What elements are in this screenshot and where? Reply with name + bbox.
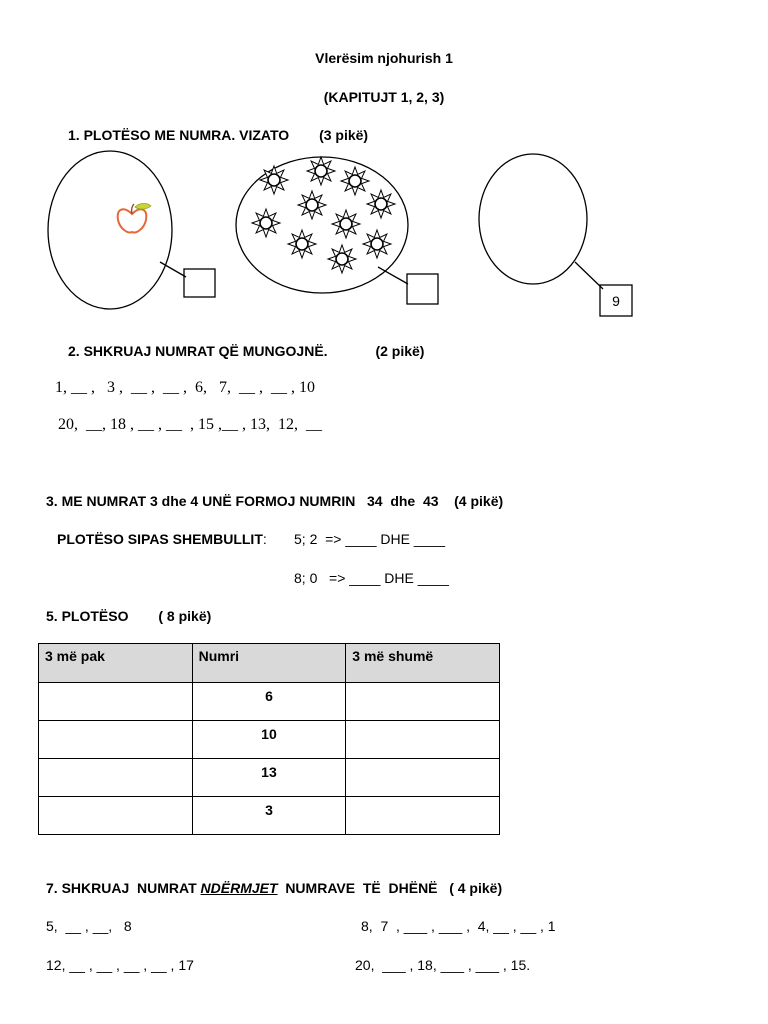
q5-points: ( 8 pikë) [158, 608, 212, 624]
q7-heading-post: NUMRAVE TË DHËNË [277, 880, 438, 896]
q3-points: (4 pikë) [454, 493, 504, 509]
q7-points: ( 4 pikë) [449, 880, 503, 896]
q5-heading [46, 608, 211, 624]
q7-row1-left: 5, __ , __, 8 [46, 918, 132, 934]
q7-row2-right: 20, ___ , 18, ___ , ___ , 15. [355, 957, 531, 973]
page-title: Vlerësim njohurish 1 [315, 50, 453, 66]
cell-less[interactable] [39, 759, 193, 797]
q3-instruction [57, 531, 267, 547]
page-subtitle: (KAPITUJT 1, 2, 3) [323, 89, 445, 105]
q7-row2-left: 12, __ , __ , __ , __ , 17 [46, 957, 194, 973]
header-less: 3 më pak [39, 644, 193, 683]
q7-heading [46, 880, 502, 896]
table-row [39, 797, 500, 835]
q7-heading-emphasis: NDËRMJET [200, 880, 278, 896]
sun-icon [307, 157, 335, 185]
q3-example-1: 5; 2 => ____ DHE ____ [294, 531, 445, 547]
cell-number: 13 [192, 759, 346, 797]
q3-heading [46, 493, 503, 509]
sun-icon [260, 166, 288, 194]
sun-icon [288, 230, 316, 258]
q2-heading-text: 2. SHKRUAJ NUMRAT QË MUNGOJNË. [68, 343, 328, 359]
sun-icons [252, 157, 395, 273]
table-row [39, 683, 500, 721]
q7-row1-right: 8, 7 , ___ , ___ , 4, __ , __ , 1 [361, 918, 556, 934]
q1-figures [0, 140, 768, 340]
apple-icon [118, 204, 151, 233]
q5-table [38, 643, 500, 835]
q3-example-2: 8; 0 => ____ DHE ____ [294, 570, 449, 586]
q1-heading-text: 1. PLOTËSO ME NUMRA. VIZATO [68, 127, 290, 143]
q7-heading-pre: 7. SHKRUAJ NUMRAT [46, 880, 201, 896]
table-row [39, 759, 500, 797]
q2-line-1: 1, __ , 3 , __ , __ , 6, 7, __ , __ , 10 [55, 379, 315, 396]
sun-icon [367, 190, 395, 218]
cell-less[interactable] [39, 683, 193, 721]
sun-icon [252, 209, 280, 237]
cell-number: 10 [192, 721, 346, 759]
table-header-row [39, 644, 500, 683]
cell-less[interactable] [39, 797, 193, 835]
cell-number: 3 [192, 797, 346, 835]
q3-instruction-colon: : [262, 531, 267, 547]
q3-heading-text: 3. ME NUMRAT 3 dhe 4 UNË FORMOJ NUMRIN 34 dhe 43 [46, 493, 439, 509]
q1-points: (3 pikë) [319, 127, 369, 143]
connector-2 [378, 267, 408, 284]
oval-3 [479, 154, 587, 284]
table-row [39, 721, 500, 759]
cell-more[interactable] [346, 797, 500, 835]
q2-points: (2 pikë) [375, 343, 425, 359]
q2-line-2: 20, __, 18 , __ , __ , 15 ,__ , 13, 12, __ [58, 416, 322, 433]
sun-icon [332, 210, 360, 238]
cell-less[interactable] [39, 721, 193, 759]
connector-3 [575, 262, 603, 289]
q5-heading-text: 5. PLOTËSO [46, 608, 129, 624]
header-number: Numri [192, 644, 346, 683]
q3-instruction-text: PLOTËSO SIPAS SHEMBULLIT [57, 531, 263, 547]
sun-icon [363, 230, 391, 258]
oval-1 [48, 151, 172, 309]
cell-more[interactable] [346, 721, 500, 759]
sun-icon [328, 245, 356, 273]
sun-icon [298, 191, 326, 219]
cell-more[interactable] [346, 683, 500, 721]
header-more: 3 më shumë [346, 644, 500, 683]
answer-box-2 [407, 274, 438, 304]
cell-number: 6 [192, 683, 346, 721]
q2-heading [68, 343, 424, 359]
sun-icon [341, 167, 369, 195]
answer-box-1 [184, 269, 215, 297]
answer-box-3-value: 9 [612, 293, 620, 309]
cell-more[interactable] [346, 759, 500, 797]
